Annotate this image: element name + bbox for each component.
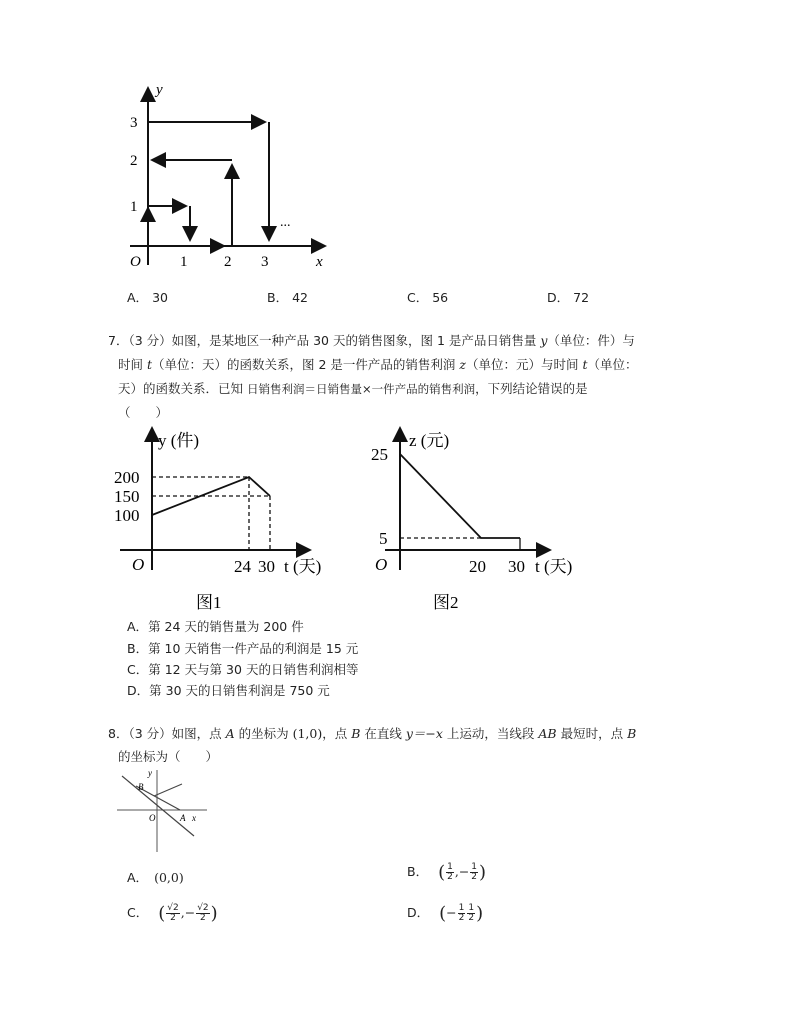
- option-text: 72: [573, 290, 590, 305]
- option-letter: B．: [407, 864, 429, 879]
- option-letter: C．: [127, 662, 149, 677]
- fig2-caption: 图2: [433, 593, 459, 612]
- q6-option-a[interactable]: [127, 288, 168, 306]
- q6-ellipsis: ...: [280, 215, 291, 230]
- fig1-x-axis-label: t (天): [284, 557, 322, 576]
- fig1-x-tick-30: 30: [258, 557, 275, 576]
- option-letter: A．: [127, 619, 149, 634]
- q7-option-c[interactable]: [127, 660, 358, 678]
- option-letter: A．: [127, 870, 149, 885]
- q7-line-3: 天）的函数关系．已知 日销售利润＝日销售量×一件产品的销售利润，下列结论错误的是: [118, 381, 588, 396]
- option-text: 56: [432, 290, 449, 305]
- option-text: 第 30 天的日销售利润是 750 元: [149, 683, 330, 698]
- fig2-y-axis-label: z (元): [409, 431, 450, 450]
- q8-x-label: x: [192, 813, 196, 823]
- q7-option-d[interactable]: [127, 681, 330, 699]
- option-letter: D．: [407, 905, 430, 920]
- q6-y-label: y: [156, 82, 163, 98]
- option-letter: B．: [127, 641, 149, 656]
- option-text: 第 10 天销售一件产品的利润是 15 元: [148, 641, 359, 656]
- q8-option-b[interactable]: B． ( $\frac{1}{2}$ ,− $\frac{1}{2}$ ): [407, 862, 487, 883]
- fig1-y-tick-150: 150: [114, 487, 140, 506]
- option-letter: C．: [127, 905, 149, 920]
- fig2-y-tick-5: 5: [379, 529, 388, 548]
- option-text: (0,0): [154, 870, 184, 885]
- q7-answer-blank: （ ）: [118, 405, 169, 420]
- q6-y-tick-2: 2: [130, 153, 138, 169]
- option-text: 42: [292, 290, 308, 305]
- fig2-x-tick-30: 30: [508, 557, 525, 576]
- q6-y-tick-3: 3: [130, 115, 138, 131]
- q8-line-2: 的坐标为（ ）: [118, 749, 219, 764]
- q8-line-1: 8．（3 分）如图，点 A 的坐标为 (1,0)，点 B 在直线 y＝−x 上运动，当线段 AB 最短时，点 B: [108, 726, 637, 741]
- q6-x-tick-2: 2: [224, 254, 232, 270]
- fig1-x-tick-24: 24: [234, 557, 251, 576]
- option-letter: A．: [127, 290, 149, 305]
- option-text: 第 12 天与第 30 天的日销售利润相等: [148, 662, 359, 677]
- q8-point-b: B: [138, 782, 144, 792]
- fig2-y-tick-25: 25: [371, 445, 388, 464]
- q8-option-c[interactable]: C． ( $\frac{√2}{2}$ ,− $\frac{√2}{2}$ ): [127, 903, 218, 924]
- fig2-x-tick-20: 20: [469, 557, 486, 576]
- q6-x-tick-3: 3: [261, 254, 269, 270]
- fig1-origin: O: [132, 555, 145, 574]
- q7-line-2: 时间 t（单位：天）的函数关系，图 2 是一件产品的销售利润 z（单位：元）与时间 t（单位：: [118, 357, 638, 372]
- q8-origin: O: [149, 813, 156, 823]
- q8-option-d[interactable]: D． (− $\frac{1}{2}$ $\frac{1}{2}$ ): [407, 903, 484, 924]
- option-text: 第 24 天的销售量为 200 件: [148, 619, 304, 634]
- fig2-x-axis-label: t (天): [535, 557, 573, 576]
- q6-option-b[interactable]: [267, 288, 308, 306]
- q8-option-a[interactable]: [127, 868, 184, 886]
- q6-figure: [120, 80, 340, 275]
- q7-option-a[interactable]: [127, 617, 304, 635]
- fig1-y-tick-200: 200: [114, 468, 140, 487]
- option-letter: C．: [407, 290, 429, 305]
- q6-y-tick-1: 1: [130, 199, 138, 215]
- option-letter: D．: [547, 290, 570, 305]
- q7-line-1: 7．（3 分）如图，是某地区一种产品 30 天的销售图象，图 1 是产品日销售量 y（单位：件）与: [108, 333, 635, 348]
- q7-option-b[interactable]: [127, 639, 358, 657]
- q8-point-a: A: [180, 813, 186, 823]
- fig1-y-axis-label: y (件): [158, 431, 200, 450]
- q6-option-d[interactable]: [547, 288, 589, 306]
- q8-y-label: y: [148, 768, 152, 778]
- q7-figure-2: [365, 420, 590, 615]
- fig1-y-tick-100: 100: [114, 506, 140, 525]
- q6-option-c[interactable]: [407, 288, 448, 306]
- fig1-caption: 图1: [196, 593, 222, 612]
- option-text: 30: [152, 290, 168, 305]
- q7-figure-1: [110, 420, 340, 615]
- option-letter: B．: [267, 290, 289, 305]
- q6-origin: O: [130, 254, 141, 270]
- fig2-origin: O: [375, 555, 388, 574]
- option-letter: D．: [127, 683, 150, 698]
- q8-figure: [112, 766, 212, 856]
- q6-x-tick-1: 1: [180, 254, 188, 270]
- q6-x-label: x: [316, 254, 323, 270]
